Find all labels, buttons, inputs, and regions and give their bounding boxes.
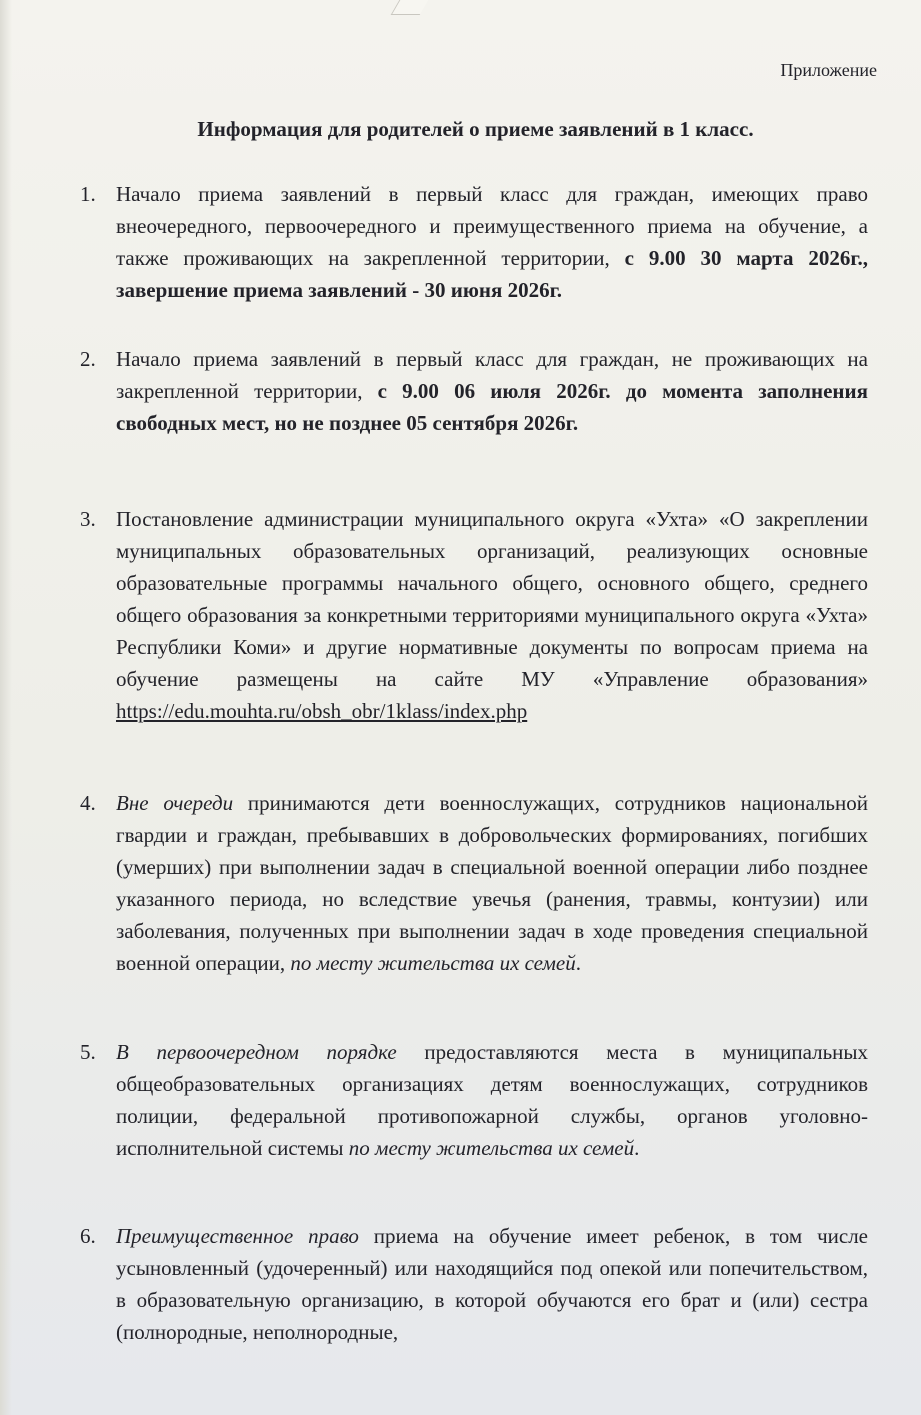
item-text <box>116 343 868 439</box>
item-text-bold: с 9.00 30 марта 2026г., завершение приема заявлений - 30 июня 2026г. <box>116 246 868 302</box>
item-text-regular: предоставляются места в муниципальных общеобразовательных организациях детям военнослужащих, сотрудников полиции, федеральной противопожарной службы, органов уголовно-исполнительной системы <box>116 1040 869 1160</box>
item-text <box>116 1220 868 1348</box>
item-text-regular: приема на обучение имеет ребенок, в том числе усыновленный (удочеренный) или находящийся под опекой или попечительством, в образовательную организацию, в которой обучаются его брат и (или) сестра (полнородные, неполнородные, <box>116 1224 868 1344</box>
list-item-2 <box>80 343 868 439</box>
item-text-regular: Постановление администрации муниципального округа «Ухта» «О закреплении муниципальных образовательных организаций, реализующих основные образовательные программы начального общего, основного общего, среднего общего образования за конкретными территориями муниципального округа «Ухта» Республики Коми» и другие нормативные документы по вопросам приема на обучение размещены на сайте МУ «Управление образования» <box>116 507 868 691</box>
item-text-regular: Начало приема заявлений в первый класс для граждан, не проживающих на закрепленной территории, <box>116 347 868 403</box>
list-item-3 <box>80 503 868 727</box>
paper-edge-shadow <box>0 0 12 1415</box>
list-item-6 <box>80 1220 868 1348</box>
item-text-bold: с 9.00 06 июля 2026г. до момента заполнения свободных мест, но не позднее 05 сентября 2026г. <box>116 379 868 435</box>
item-number: 2. <box>80 347 96 371</box>
list-item-5 <box>80 1036 868 1164</box>
item-text-regular: . <box>575 951 581 975</box>
item-text-italic: по месту жительства их семей <box>348 1136 635 1160</box>
item-text-italic: по месту жительства их семей <box>290 951 576 975</box>
item-text <box>116 503 868 727</box>
item-text-regular: Начало приема заявлений в первый класс для граждан, имеющих право внеочередного, первоочередного и преимущественного приема на обучение, а также проживающих на закрепленной территории, <box>116 182 868 270</box>
education-website-link[interactable]: https://edu.mouhta.ru/obsh_obr/1klass/index.php <box>116 699 528 723</box>
item-text-italic: В первоочередном порядке <box>116 1040 397 1064</box>
item-text-italic: Преимущественное право <box>116 1224 359 1248</box>
list-item-1 <box>80 178 868 306</box>
list-item-4 <box>80 787 868 979</box>
item-text-regular: принимаются дети военнослужащих, сотрудников национальной гвардии и граждан, пребывавших в добровольческих формированиях, погибших (умерших) при выполнении задач в специальной военной операции либо позднее указанного периода, но вследствие увечья (ранения, травмы, контузии) или заболевания, полученных при выполнении задач в ходе проведения специальной военной операции, <box>116 791 868 975</box>
appendix-label: Приложение <box>780 60 877 80</box>
item-number: 1. <box>80 182 96 206</box>
item-text-italic: Вне очереди <box>116 791 234 815</box>
item-number: 6. <box>80 1224 96 1248</box>
item-text <box>116 1036 868 1164</box>
item-number: 3. <box>80 507 96 531</box>
item-number: 4. <box>80 791 96 815</box>
paper-corner-fold <box>391 0 429 15</box>
item-number: 5. <box>80 1040 96 1064</box>
item-text <box>116 178 868 306</box>
item-text-regular: . <box>634 1136 640 1160</box>
document-title: Информация для родителей о приеме заявлений в 1 класс. <box>197 117 754 141</box>
item-text <box>116 787 868 979</box>
